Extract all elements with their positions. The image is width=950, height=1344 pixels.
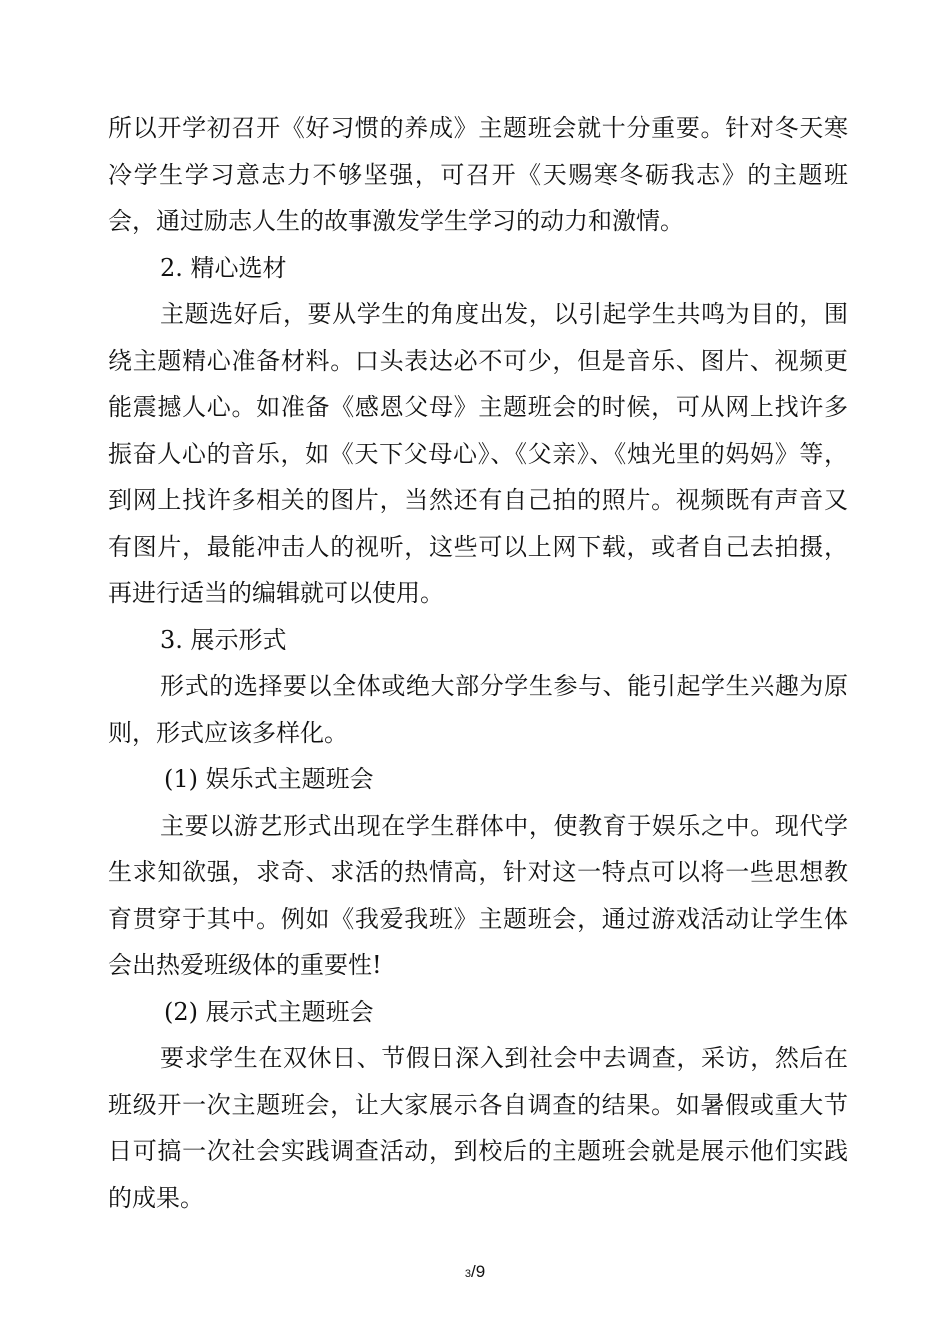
- paragraph-entertainment: 主要以游艺形式出现在学生群体中，使教育于娱乐之中。现代学生求知欲强，求奇、求活的热情高，针对这一特点可以将一些思想教育贯穿于其中。例如《我爱我班》主题班会，通过游戏活动让学生体会出热爱班级体的重要性!: [108, 811, 848, 979]
- subheading-showcase: (2) 展示式主题班会: [164, 997, 374, 1026]
- paragraph-material: 主题选好后，要从学生的角度出发，以引起学生共鸣为目的，围绕主题精心准备材料。口头表达必不可少，但是音乐、图片、视频更能震撼人心。如准备《感恩父母》主题班会的时候，可从网上找许多振奋人心的音乐，如《天下父母心》、《父亲》、《烛光里的妈妈》等，到网上找许多相关的图片，当然还有自己拍的照片。视频既有声音又有图片，最能冲击人的视听，这些可以上网下载，或者自己去拍摄，再进行适当的编辑就可以使用。: [108, 300, 848, 607]
- page-number-current: 3: [464, 1268, 471, 1280]
- paragraph-showcase: 要求学生在双休日、节假日深入到社会中去调查，采访，然后在班级开一次主题班会，让大家展示各自调查的结果。如暑假或重大节日可搞一次社会实践调查活动，到校后的主题班会就是展示他们实践的成果。: [108, 1044, 848, 1212]
- section-heading-material: 2. 精心选材: [160, 253, 287, 282]
- page-number: [0, 1262, 950, 1282]
- page-number-total: /9: [470, 1262, 486, 1281]
- section-heading-form: 3. 展示形式: [160, 625, 287, 654]
- paragraph-form: 形式的选择要以全体或绝大部分学生参与、能引起学生兴趣为原则，形式应该多样化。: [108, 672, 848, 747]
- document-body: [108, 105, 848, 1221]
- paragraph-intro: 所以开学初召开《好习惯的养成》主题班会就十分重要。针对冬天寒冷学生学习意志力不够坚强，可召开《天赐寒冬砺我志》的主题班会，通过励志人生的故事激发学生学习的动力和激情。: [108, 114, 848, 235]
- subheading-entertainment: (1) 娱乐式主题班会: [164, 765, 374, 793]
